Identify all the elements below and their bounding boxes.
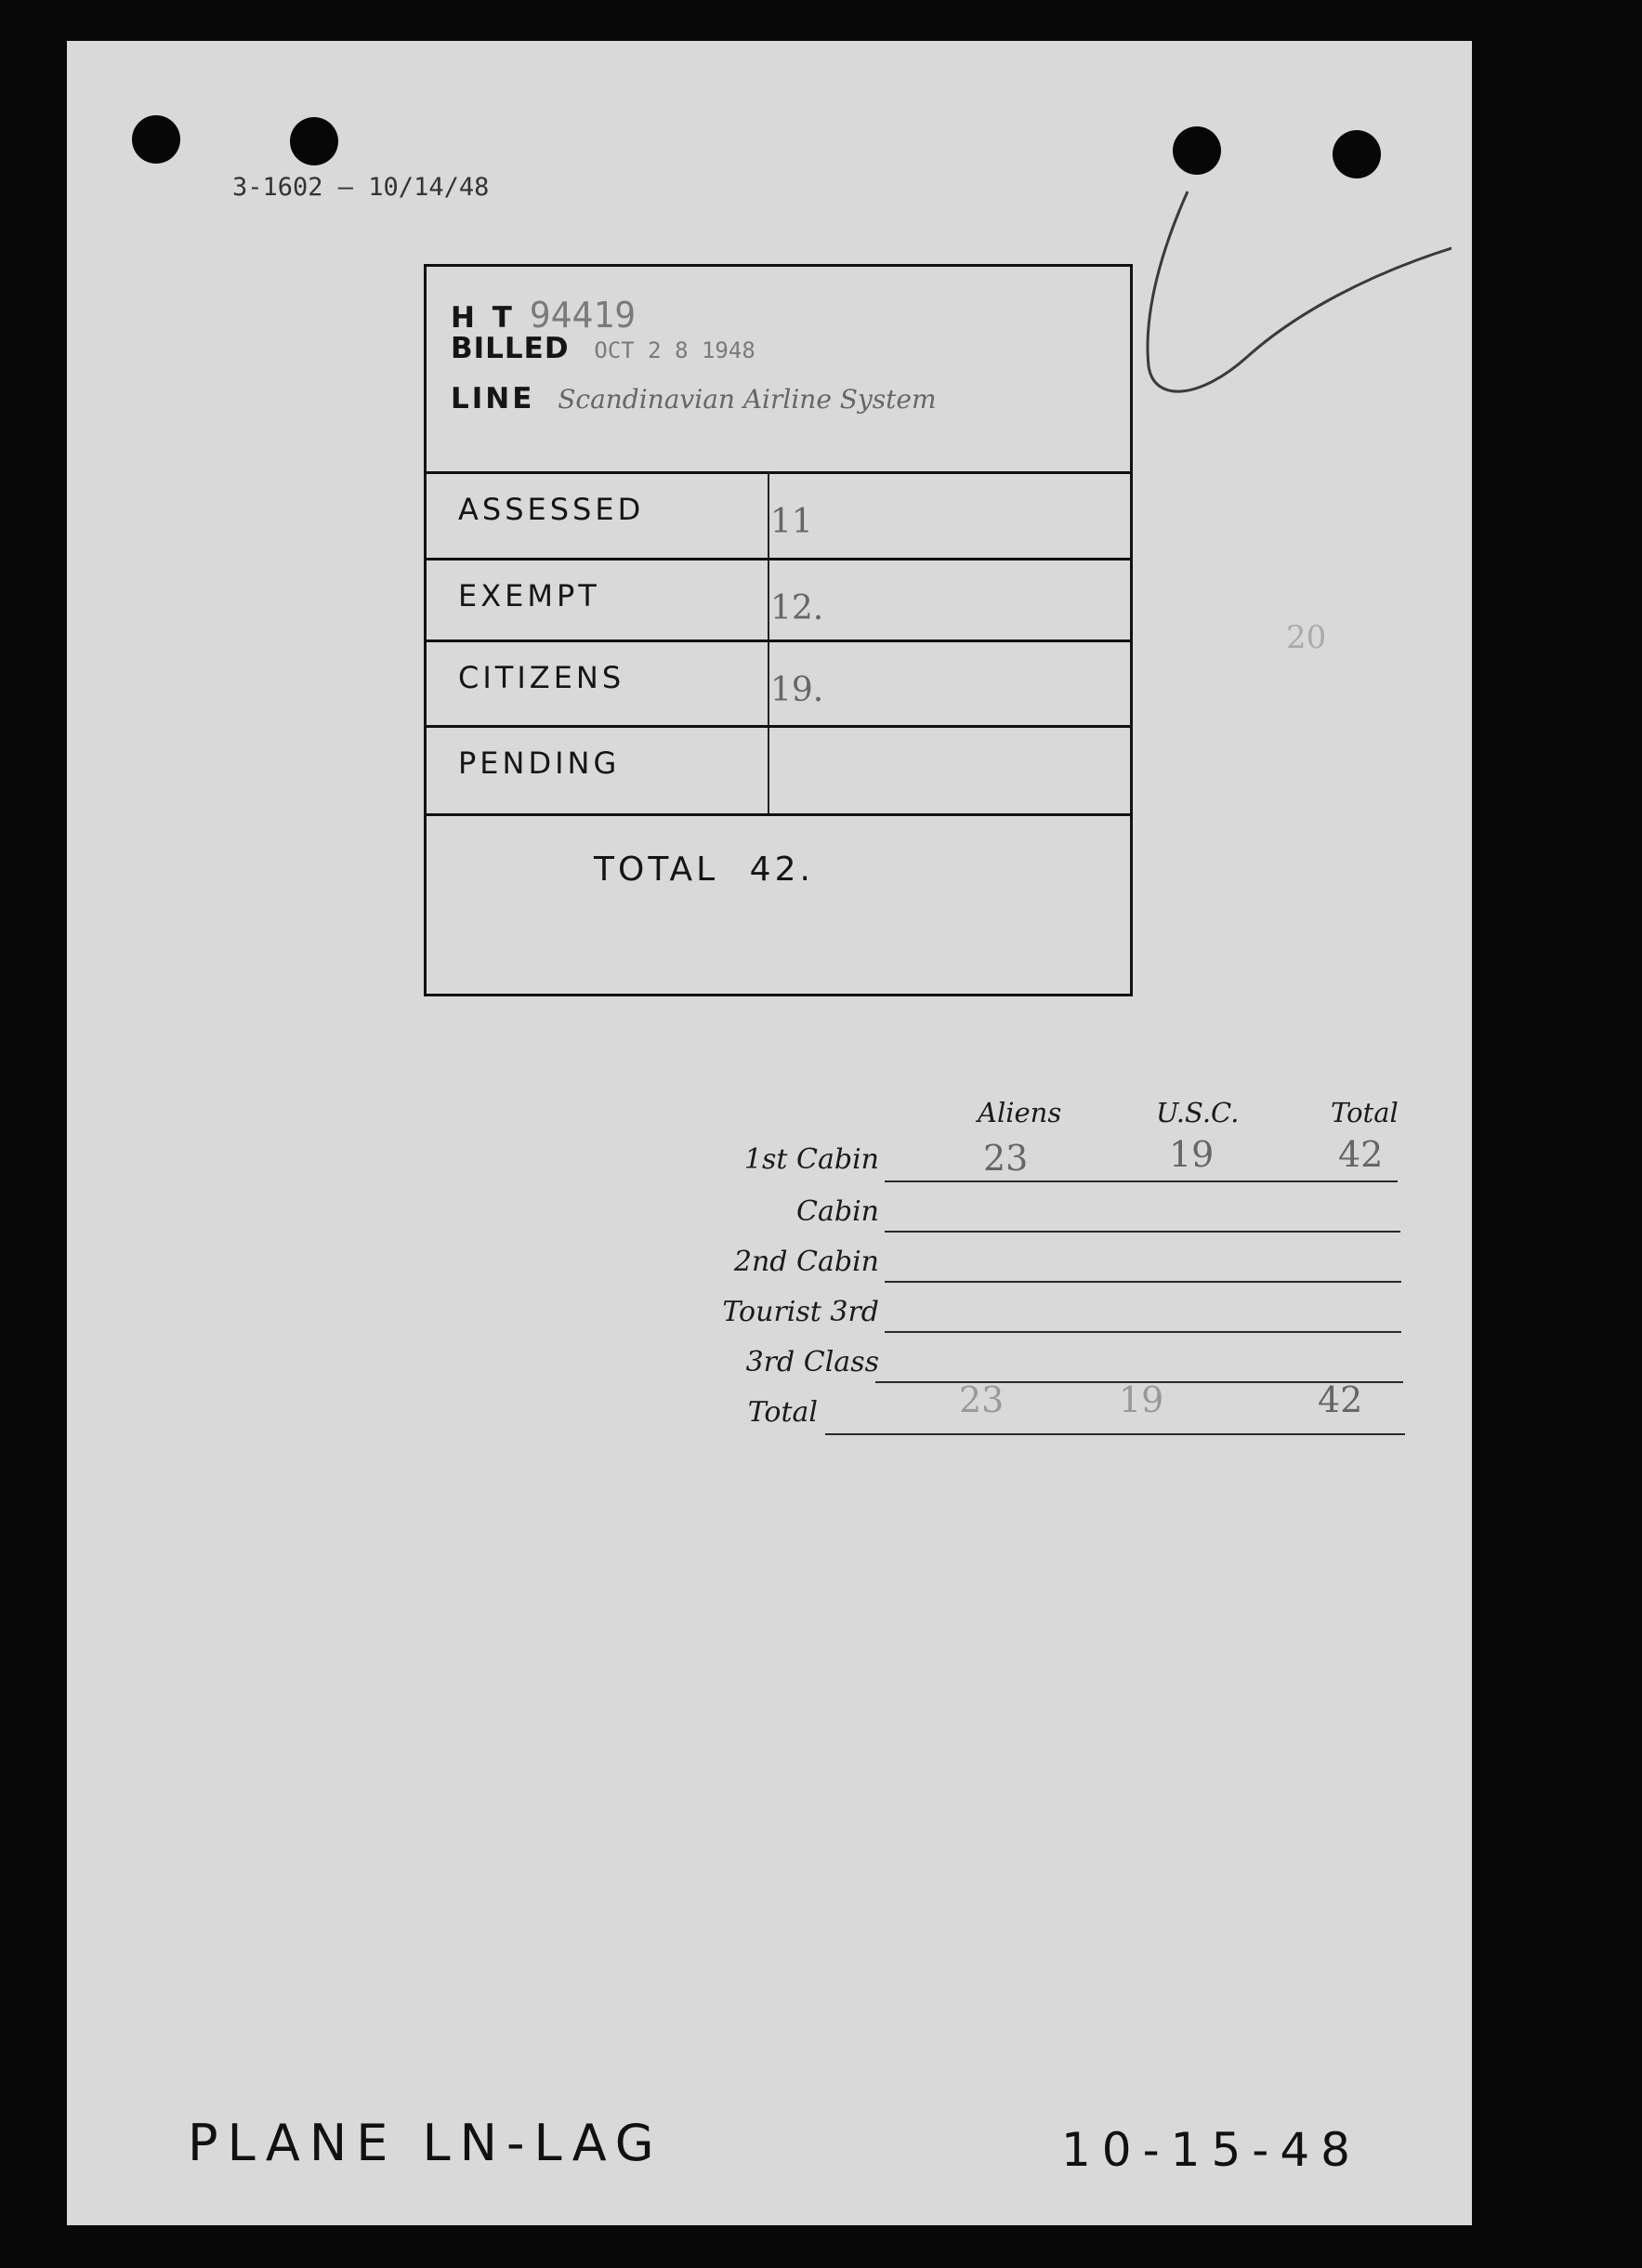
row-label: PENDING (458, 745, 621, 781)
billed-label: BILLED (451, 332, 570, 365)
assessed-row (427, 471, 1130, 560)
billed-row (451, 332, 755, 365)
first-usc: 19 (1169, 1134, 1215, 1175)
row-label: EXEMPT (458, 578, 600, 613)
plane-label: PLANE LN-LAG (188, 2114, 663, 2172)
card-header (427, 267, 1130, 474)
total-row (594, 850, 814, 889)
ht-row (451, 295, 636, 336)
class-label-second: 2nd Cabin (733, 1246, 879, 1278)
class-label-cabin: Cabin (796, 1195, 879, 1228)
row-value: 19. (770, 671, 824, 709)
class-label-tourist: Tourist 3rd (722, 1296, 879, 1328)
check-mark-icon (1145, 171, 1452, 450)
punch-hole (290, 117, 338, 165)
row-value: 12. (770, 589, 824, 627)
line-row (451, 382, 937, 415)
document-sheet (67, 41, 1472, 2225)
pending-row (427, 725, 1130, 816)
footer-date: 10-15-48 (1061, 2123, 1361, 2177)
first-aliens: 23 (983, 1138, 1029, 1179)
total-value: 42. (749, 850, 814, 889)
col-header-total: Total (1331, 1097, 1399, 1128)
line-label: LINE (451, 382, 535, 415)
total-usc: 19 (1119, 1379, 1164, 1420)
col-header-aliens: Aliens (978, 1097, 1062, 1128)
col-header-usc: U.S.C. (1156, 1097, 1240, 1128)
row-rule (885, 1180, 1398, 1182)
billed-date-stamp: OCT 2 8 1948 (594, 337, 755, 363)
punch-hole (1173, 126, 1221, 175)
total-label: TOTAL (594, 850, 719, 889)
class-label-first: 1st Cabin (743, 1143, 879, 1176)
total-aliens: 23 (959, 1379, 1005, 1420)
row-rule (885, 1331, 1401, 1333)
stamp-number: 20 (1286, 619, 1327, 656)
row-rule (885, 1281, 1401, 1283)
citizens-row (427, 640, 1130, 728)
first-total: 42 (1338, 1134, 1384, 1175)
billing-card (424, 264, 1133, 996)
row-label: ASSESSED (458, 492, 645, 527)
line-value: Scandinavian Airline System (558, 384, 937, 415)
class-label-total: Total (747, 1396, 818, 1429)
row-rule (825, 1433, 1405, 1435)
row-value: 11 (770, 503, 813, 541)
row-rule (885, 1231, 1400, 1233)
exempt-row (427, 558, 1130, 642)
punch-hole (132, 115, 180, 164)
reference-number: 3-1602 — 10/14/48 (232, 173, 490, 202)
total-total: 42 (1318, 1379, 1363, 1420)
row-label: CITIZENS (458, 660, 625, 695)
ht-number: 94419 (529, 295, 637, 336)
class-label-third: 3rd Class (745, 1346, 879, 1378)
ht-label: H T (451, 301, 516, 335)
